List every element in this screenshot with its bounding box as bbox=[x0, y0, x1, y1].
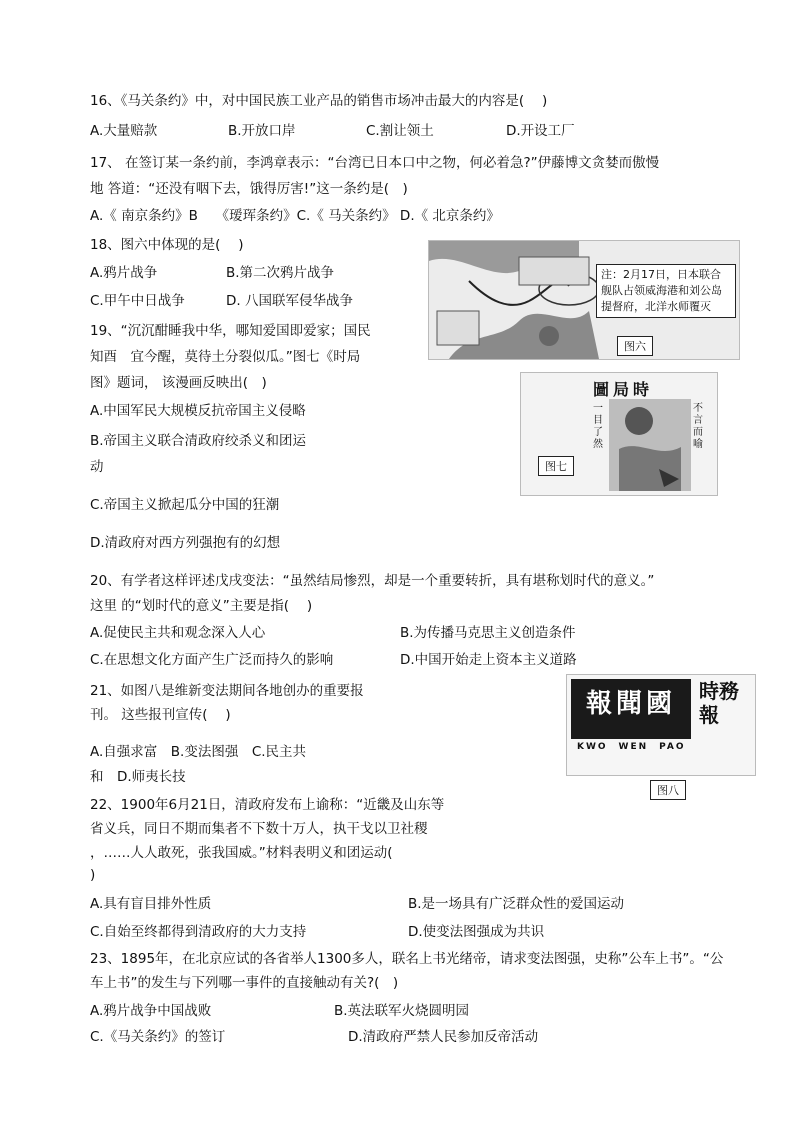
figure-7-right-text: 不言而喻 bbox=[693, 403, 703, 450]
q19-option-c: C.帝国主义掀起瓜分中国的狂潮 bbox=[90, 497, 280, 513]
q23-stem-line2: 车上书”的发生与下列哪一事件的直接触动有关?( ) bbox=[90, 975, 399, 991]
q19-option-d: D.清政府对西方列强抱有的幻想 bbox=[90, 535, 281, 551]
q23-option-b: B.英法联军火烧圆明园 bbox=[334, 1003, 470, 1019]
q16-option-a: A.大量赔款 bbox=[90, 123, 158, 139]
q23-option-d: D.清政府严禁人民参加反帝活动 bbox=[348, 1029, 539, 1045]
q22-option-c: C.自始至终都得到清政府的大力支持 bbox=[90, 924, 307, 940]
q17-stem-line2: 地 答道：“还没有咽下去，饿得厉害!”这一条约是( ) bbox=[90, 181, 408, 197]
q16-option-c: C.割让领土 bbox=[366, 123, 434, 139]
q20-option-d: D.中国开始走上资本主义道路 bbox=[400, 652, 577, 668]
figure-8-newspaper-mastheads bbox=[566, 674, 756, 776]
q18-option-d: D. 八国联军侵华战争 bbox=[226, 293, 353, 309]
q21-options-line1: A.自强求富 B.变法图强 C.民主共 bbox=[90, 744, 307, 760]
figure-7-caption: 图七 bbox=[538, 456, 574, 476]
q22-option-b: B.是一场具有广泛群众性的爱国运动 bbox=[408, 896, 625, 912]
q21-stem-line2: 刊。 这些报刊宣传( ) bbox=[90, 707, 231, 723]
q20-stem-line1: 20、有学者这样评述戊戌变法：“虽然结局惨烈，却是一个重要转折，具有堪称划时代的意义。” bbox=[90, 573, 655, 589]
q23-option-c: C.《马关条约》的签订 bbox=[90, 1029, 226, 1045]
q18-option-a: A.鸦片战争 bbox=[90, 265, 158, 281]
q20-option-a: A.促使民主共和观念深入人心 bbox=[90, 625, 266, 641]
q17-stem-line1: 17、 在签订某一条约前，李鸿章表示：“台湾已日本口中之物，何必着急?”伊藤博文贪婪而傲慢 bbox=[90, 155, 660, 171]
figure-7-cartoon bbox=[520, 372, 718, 496]
figure-7-title: 圖局時 bbox=[593, 380, 654, 399]
q22-option-a: A.具有盲目排外性质 bbox=[90, 896, 212, 912]
q16-option-b: B.开放口岸 bbox=[228, 123, 296, 139]
q21-options-line2: 和 D.师夷长技 bbox=[90, 769, 186, 785]
q16-option-d: D.开设工厂 bbox=[506, 123, 575, 139]
q22-stem-line3: ，……人人敢死，张我国威。”材料表明义和团运动( bbox=[90, 845, 393, 861]
q19-stem-line2: 知酉 宜今醒，莫待土分裂似瓜。”图七《时局 bbox=[90, 349, 361, 365]
figure-8-caption: 图八 bbox=[650, 780, 686, 800]
q22-stem-line2: 省义兵，同日不期而集者不下数十万人，执干戈以卫社稷 bbox=[90, 821, 428, 837]
q23-option-a: A.鸦片战争中国战败 bbox=[90, 1003, 212, 1019]
q22-stem-line1: 22、1900年6月21日，清政府发布上谕称：“近畿及山东等 bbox=[90, 797, 445, 813]
figure-6-caption: 图六 bbox=[617, 336, 653, 356]
q19-stem-line1: 19、“沉沉酣睡我中华，哪知爱国即爱家；国民 bbox=[90, 323, 371, 339]
figure-6-note: 注：2月17日，日本联合舰队占领威海港和刘公岛提督府，北洋水师覆灭 bbox=[596, 264, 736, 318]
q18-stem: 18、图六中体现的是( ) bbox=[90, 237, 244, 253]
q20-option-b: B.为传播马克思主义创造条件 bbox=[400, 625, 576, 641]
kwo-wen-pao-roman-text: KWO WEN PAO bbox=[577, 742, 686, 752]
q22-stem-line4: ) bbox=[90, 867, 96, 883]
q17-options: A.《 南京条约》B 《瑷珲条约》C.《 马关条约》 D.《 北京条约》 bbox=[90, 208, 500, 224]
q21-stem-line1: 21、如图八是维新变法期间各地创办的重要报 bbox=[90, 683, 364, 699]
q18-option-b: B.第二次鸦片战争 bbox=[226, 265, 335, 281]
q20-option-c: C.在思想文化方面产生广泛而持久的影响 bbox=[90, 652, 334, 668]
shi-wu-bao-masthead: 時務報 bbox=[699, 679, 739, 727]
kwo-wen-pao-masthead: 報聞國 bbox=[571, 679, 691, 739]
q19-option-a: A.中国军民大规模反抗帝国主义侵略 bbox=[90, 403, 306, 419]
q22-option-d: D.使变法图强成为共识 bbox=[408, 924, 545, 940]
q19-option-b-line1: B.帝国主义联合清政府绞杀义和团运 bbox=[90, 433, 307, 449]
q20-stem-line2: 这里 的“划时代的意义”主要是指( ) bbox=[90, 598, 313, 614]
q19-stem-line3: 图》题词， 该漫画反映出( ) bbox=[90, 375, 267, 391]
q18-option-c: C.甲午中日战争 bbox=[90, 293, 185, 309]
cartoon-drawing-image bbox=[609, 399, 691, 491]
figure-7-left-text: 一目了然 bbox=[593, 403, 603, 450]
q19-option-b-line2: 动 bbox=[90, 459, 104, 475]
q23-stem-line1: 23、1895年，在北京应试的各省举人1300多人，联名上书光绪帝，请求变法图强，史称”公车上书”。“公 bbox=[90, 951, 724, 967]
q16-stem: 16、《马关条约》中，对中国民族工业产品的销售市场冲击最大的内容是( ) bbox=[90, 93, 548, 109]
